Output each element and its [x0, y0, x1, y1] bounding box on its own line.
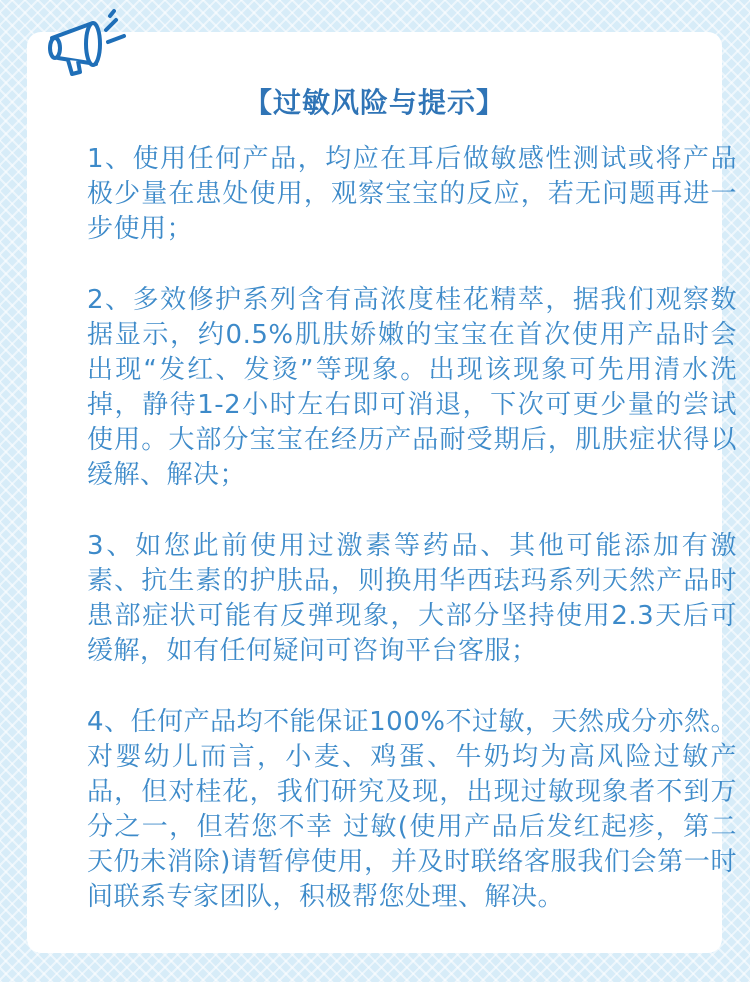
notice-paragraph-3: 3、如您此前使用过激素等药品、其他可能添加有激素、抗生素的护肤品，则换用华西珐玛系列天然产品时患部症状可能有反弹现象，大部分坚持使用2.3天后可缓解，如有任何疑问可咨询平台客服；: [87, 531, 737, 666]
notice-content: [87, 142, 737, 915]
megaphone-icon: [46, 8, 136, 82]
notice-paragraph-1: 1、使用任何产品，均应在耳后做敏感性测试或将产品极少量在患处使用，观察宝宝的反应，若无问题再进一步使用；: [87, 144, 737, 244]
notice-card: [27, 32, 737, 953]
notice-paragraph-2: 2、多效修护系列含有高浓度桂花精萃，据我们观察数据显示，约0.5%肌肤娇嫩的宝宝在首次使用产品时会出现“发红、发烫”等现象。出现该现象可先用清水洗掉，静待1-2小时左右即可消退，下次可更少量的尝试使用。大部分宝宝在经历产品耐受期后，肌肤症状得以缓解、解决；: [87, 285, 737, 490]
notice-title: 【过敏风险与提示】: [243, 86, 505, 119]
notice-paragraph-4: 4、任何产品均不能保证100%不过敏，天然成分亦然。对婴幼儿而言，小麦、鸡蛋、牛奶均为高风险过敏产品，但对桂花，我们研究及现，出现过敏现象者不到万分之一，但若您不幸 过敏(使用产品后发红起疹，第二天仍未消除)请暂停使用，并及时联络客服我们会第一时间联系专家团队，积极帮您处理、解决。: [87, 707, 737, 912]
